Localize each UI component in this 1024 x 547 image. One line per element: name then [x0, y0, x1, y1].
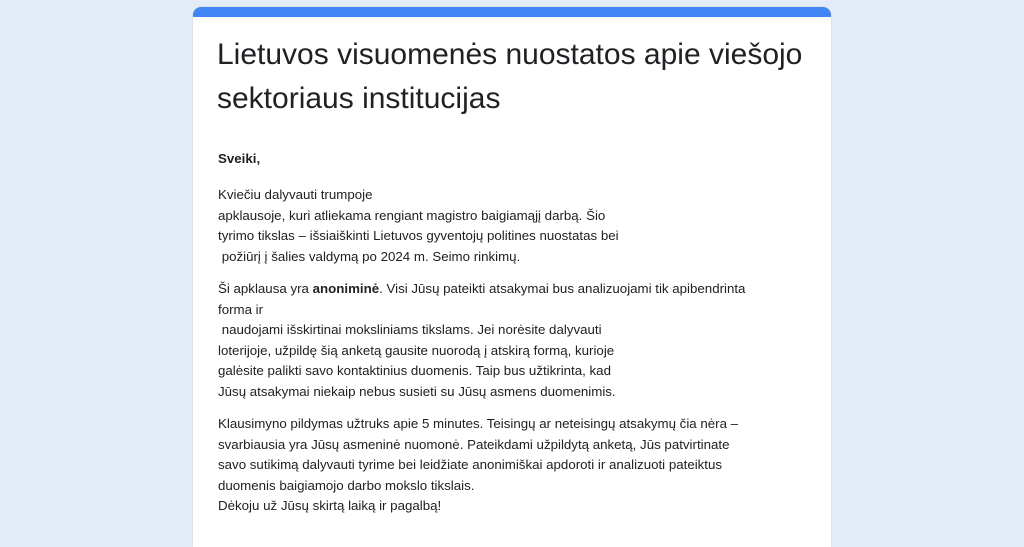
description-line: Dėkoju už Jūsų skirtą laiką ir pagalbą!	[218, 498, 442, 513]
description-line	[218, 279, 798, 300]
anonymity-bold-word: anoniminė	[312, 281, 380, 296]
description-line: duomenis baigiamojo darbo mokslo tikslais.	[218, 477, 475, 493]
description-line: tyrimo tikslas – išsiaiškinti Lietuvos gyventojų politines nuostatas bei	[218, 228, 619, 243]
description-line: galėsite palikti savo kontaktinius duomenis. Taip bus užtikrinta, kad	[218, 363, 611, 378]
anonymity-text-before: Ši apklausa yra	[218, 281, 313, 296]
description-line: savo sutikimą dalyvauti tyrime bei leidžiate anonimiškai apdoroti ir analizuoti pateiktus	[218, 457, 723, 472]
description-line: Kviečiu dalyvauti trumpoje	[218, 187, 373, 202]
description-line: svarbiausia yra Jūsų asmeninė nuomonė. Pateikdami užpildytą anketą, Jūs patvirtinate	[218, 436, 730, 452]
form-description	[218, 150, 798, 529]
description-line: loterijoje, užpildę šią anketą gausite nuorodą į atskirą formą, kurioje	[218, 342, 615, 358]
description-line: Jūsų atsakymai niekaip nebus susieti su Jūsų asmens duomenimis.	[218, 383, 616, 399]
description-paragraph-intro	[218, 185, 798, 267]
description-line: naudojami išskirtinai moksliniams tikslams. Jei norėsite dalyvauti	[218, 322, 602, 337]
description-line: apklausoje, kuri atliekama rengiant magistro baigiamąjį darbą. Šio	[218, 207, 606, 223]
form-header-card	[193, 7, 831, 547]
form-accent-bar	[193, 7, 831, 17]
description-line: Klausimyno pildymas užtruks apie 5 minutes. Teisingų ar neteisingų atsakymų čia nėra –	[218, 416, 739, 431]
greeting-text: Sveiki,	[218, 151, 261, 166]
form-title-line: Lietuvos visuomenės nuostatos apie	[217, 38, 701, 71]
description-paragraph-duration	[218, 414, 798, 517]
form-title	[217, 33, 817, 121]
anonymity-text-after: . Visi Jūsų pateikti atsakymai bus analizuojami tik apibendrinta	[379, 281, 746, 296]
form-title-line: viešojo sektoriaus institucijas	[217, 38, 803, 115]
description-line: forma ir	[218, 301, 264, 317]
description-line: požiūrį į šalies valdymą po 2024 m. Seimo rinkimų.	[218, 248, 521, 264]
description-paragraph-anonymity	[218, 279, 798, 402]
